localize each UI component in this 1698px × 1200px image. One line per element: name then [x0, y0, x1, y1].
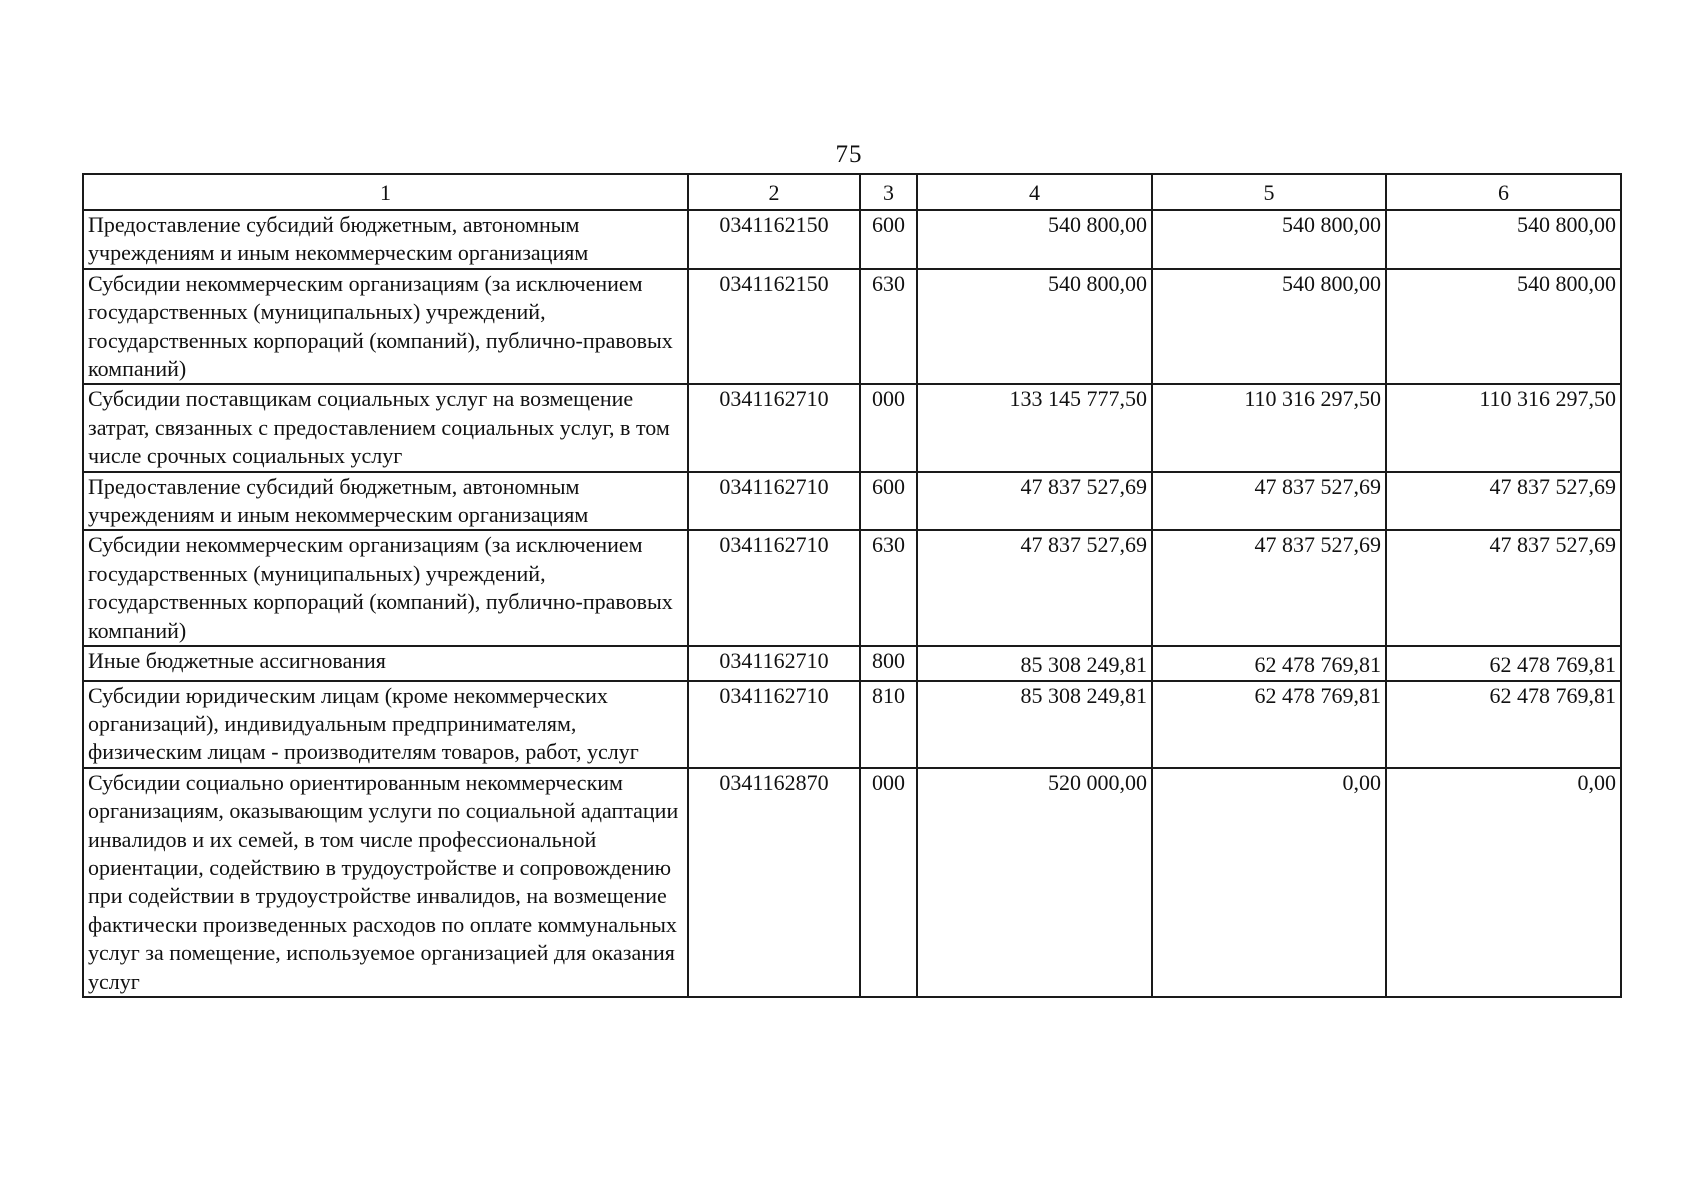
row-amount-6: 62 478 769,81 [1386, 681, 1621, 768]
row-amount-4: 540 800,00 [917, 210, 1152, 269]
row-amount-6: 62 478 769,81 [1386, 646, 1621, 680]
row-amount-6: 110 316 297,50 [1386, 384, 1621, 471]
row-amount-4: 47 837 527,69 [917, 472, 1152, 531]
row-target-code: 0341162150 [688, 210, 860, 269]
row-amount-4: 85 308 249,81 [917, 681, 1152, 768]
row-amount-6: 540 800,00 [1386, 269, 1621, 385]
row-amount-5: 540 800,00 [1152, 210, 1386, 269]
table-row [83, 768, 1621, 997]
row-name: Предоставление субсидий бюджетным, автономным учреждениям и иным некоммерческим организациям [83, 210, 688, 269]
row-name: Субсидии юридическим лицам (кроме некоммерческих организаций), индивидуальным предпринимателям, физическим лицам - производителям товаров, работ, услуг [83, 681, 688, 768]
column-header-1: 1 [83, 174, 688, 210]
table-row [83, 646, 1621, 680]
row-target-code: 0341162150 [688, 269, 860, 385]
row-expense-type: 630 [860, 269, 917, 385]
page-number: 75 [835, 141, 863, 168]
row-amount-4: 133 145 777,50 [917, 384, 1152, 471]
row-amount-5: 0,00 [1152, 768, 1386, 997]
row-amount-4: 540 800,00 [917, 269, 1152, 385]
row-name: Субсидии некоммерческим организациям (за исключением государственных (муниципальных) учреждений, государственных корпораций (компаний), публично-правовых компаний) [83, 269, 688, 385]
column-header-3: 3 [860, 174, 917, 210]
row-amount-5: 62 478 769,81 [1152, 681, 1386, 768]
row-target-code: 0341162710 [688, 384, 860, 471]
row-amount-4: 85 308 249,81 [917, 646, 1152, 680]
table-row [83, 530, 1621, 646]
budget-table [82, 173, 1622, 998]
column-header-4: 4 [917, 174, 1152, 210]
table-row [83, 472, 1621, 531]
row-name: Иные бюджетные ассигнования [83, 646, 688, 680]
table-row [83, 210, 1621, 269]
column-header-2: 2 [688, 174, 860, 210]
row-expense-type: 600 [860, 210, 917, 269]
row-name: Субсидии некоммерческим организациям (за исключением государственных (муниципальных) учреждений, государственных корпораций (компаний), публично-правовых компаний) [83, 530, 688, 646]
row-amount-5: 47 837 527,69 [1152, 472, 1386, 531]
row-target-code: 0341162710 [688, 530, 860, 646]
row-amount-4: 47 837 527,69 [917, 530, 1152, 646]
row-target-code: 0341162710 [688, 646, 860, 680]
row-amount-6: 540 800,00 [1386, 210, 1621, 269]
row-expense-type: 630 [860, 530, 917, 646]
column-header-6: 6 [1386, 174, 1621, 210]
row-amount-5: 47 837 527,69 [1152, 530, 1386, 646]
row-amount-5: 110 316 297,50 [1152, 384, 1386, 471]
row-amount-5: 62 478 769,81 [1152, 646, 1386, 680]
row-name: Субсидии поставщикам социальных услуг на возмещение затрат, связанных с предоставлением социальных услуг, в том числе срочных социальных услуг [83, 384, 688, 471]
row-name: Субсидии социально ориентированным некоммерческим организациям, оказывающим услуги по социальной адаптации инвалидов и их семей, в том числе профессиональной ориентации, содействию в трудоустройстве и сопровождению при содействии в трудоустройстве инвалидов, на возмещение фактически произведенных расходов по оплате коммунальных услуг за помещение, используемое организацией для оказания услуг [83, 768, 688, 997]
row-target-code: 0341162710 [688, 472, 860, 531]
header-row [83, 174, 1621, 210]
table-row [83, 384, 1621, 471]
column-header-5: 5 [1152, 174, 1386, 210]
row-target-code: 0341162870 [688, 768, 860, 997]
row-amount-5: 540 800,00 [1152, 269, 1386, 385]
row-expense-type: 000 [860, 384, 917, 471]
row-expense-type: 810 [860, 681, 917, 768]
row-amount-6: 47 837 527,69 [1386, 530, 1621, 646]
row-amount-6: 0,00 [1386, 768, 1621, 997]
row-target-code: 0341162710 [688, 681, 860, 768]
table-row [83, 269, 1621, 385]
row-expense-type: 000 [860, 768, 917, 997]
row-amount-6: 47 837 527,69 [1386, 472, 1621, 531]
row-expense-type: 600 [860, 472, 917, 531]
table-row [83, 681, 1621, 768]
row-name: Предоставление субсидий бюджетным, автономным учреждениям и иным некоммерческим организациям [83, 472, 688, 531]
row-amount-4: 520 000,00 [917, 768, 1152, 997]
row-expense-type: 800 [860, 646, 917, 680]
